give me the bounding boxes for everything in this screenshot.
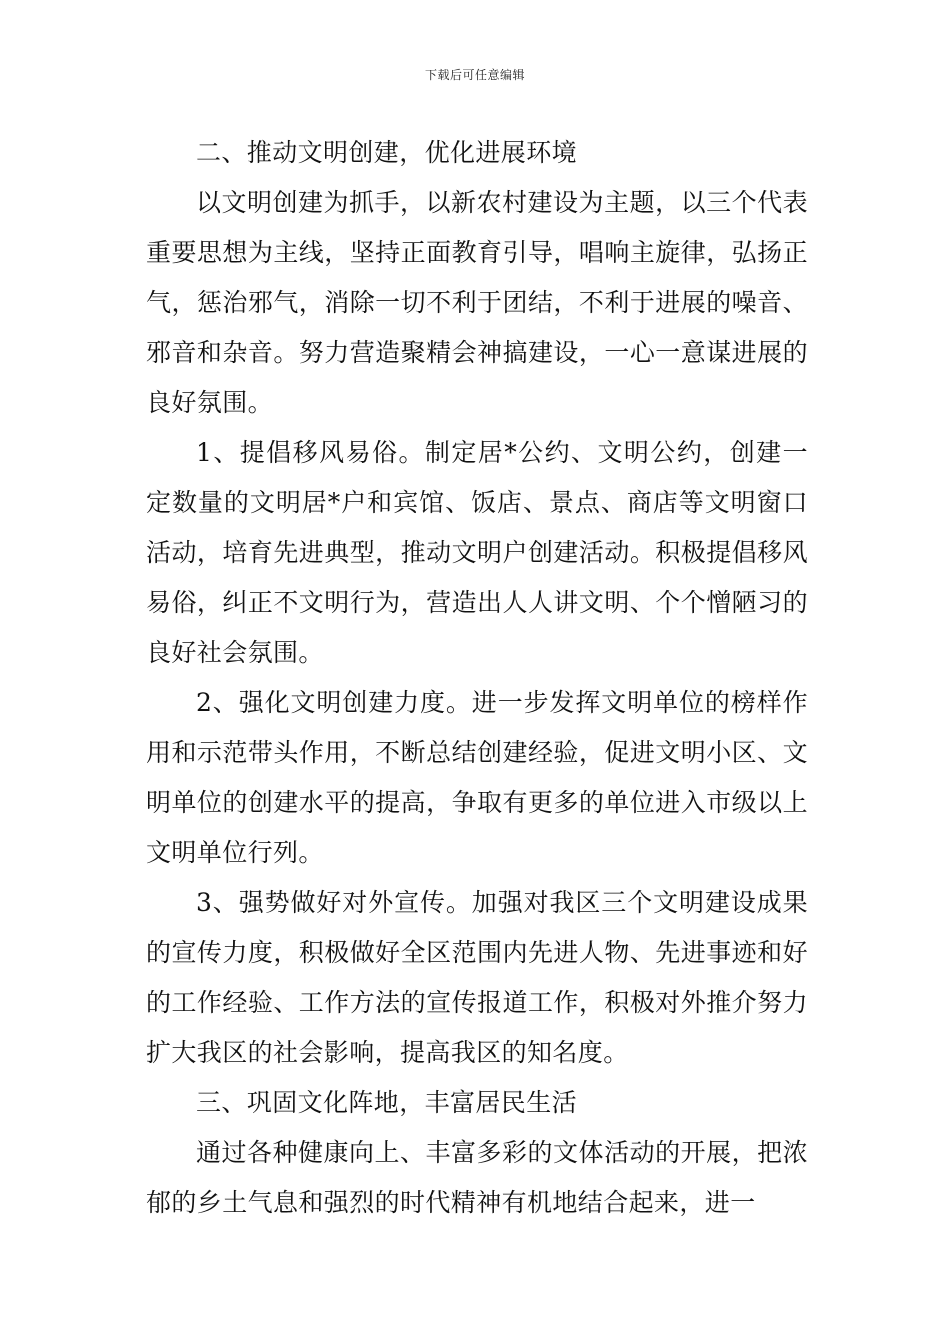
document-body — [146, 128, 808, 1228]
section-heading-2: 二、推动文明创建，优化进展环境 — [196, 138, 578, 167]
paragraph-intro: 以文明创建为抓手，以新农村建设为主题，以三个代表重要思想为主线，坚持正面教育引导，唱响主旋律，弘扬正气，惩治邪气，消除一切不利于团结，不利于进展的噪音、邪音和杂音。努力营造聚精会神搞建设，一心一意谋进展的良好氛围。 — [146, 188, 808, 417]
page-header-note: 下载后可任意编辑 — [424, 68, 525, 82]
paragraph-item-2: 2、强化文明创建力度。进一步发挥文明单位的榜样作用和示范带头作用，不断总结创建经验，促进文明小区、文明单位的创建水平的提高，争取有更多的单位进入市级以上文明单位行列。 — [146, 688, 808, 867]
section-heading-3: 三、巩固文化阵地，丰富居民生活 — [196, 1088, 578, 1117]
paragraph-item-1: 1、提倡移风易俗。制定居*公约、文明公约，创建一定数量的文明居*户和宾馆、饭店、景点、商店等文明窗口活动，培育先进典型，推动文明户创建活动。积极提倡移风易俗，纠正不文明行为，营造出人人讲文明、个个憎陋习的良好社会氛围。 — [146, 438, 808, 667]
paragraph-item-3: 3、强势做好对外宣传。加强对我区三个文明建设成果的宣传力度，积极做好全区范围内先进人物、先进事迹和好的工作经验、工作方法的宣传报道工作，积极对外推介努力扩大我区的社会影响，提高我区的知名度。 — [146, 888, 808, 1067]
paragraph-culture: 通过各种健康向上、丰富多彩的文体活动的开展，把浓郁的乡土气息和强烈的时代精神有机地结合起来，进一 — [146, 1138, 808, 1217]
